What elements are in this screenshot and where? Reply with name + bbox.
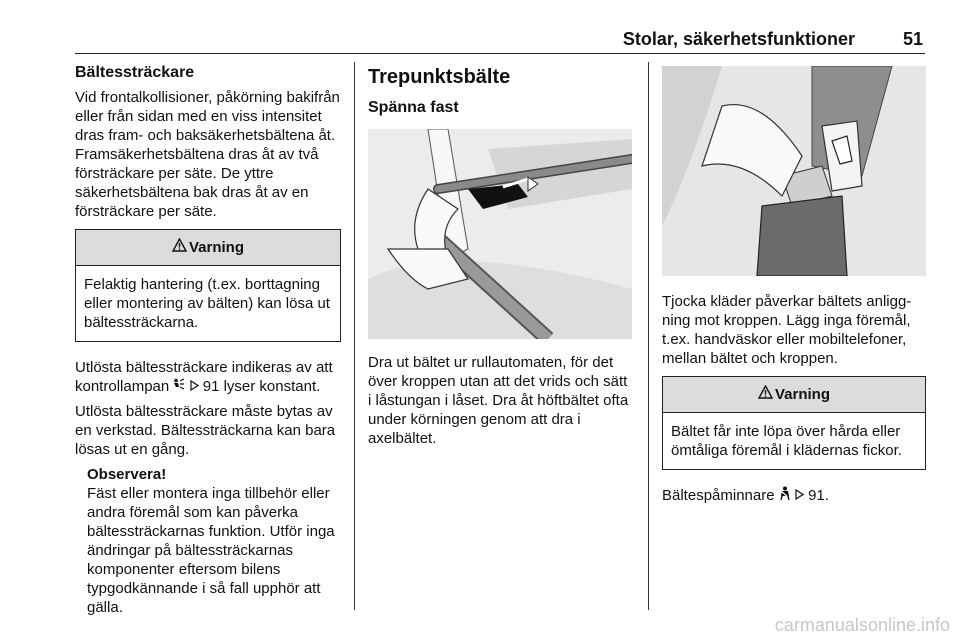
warning-triangle-icon <box>758 377 773 413</box>
column-pretensioners <box>75 64 341 617</box>
fasten-instructions: Dra ut bältet ur rullautomaten, för det över kroppen utan att det vrids och sätt i låstungan i låset. Dra åt höftbältet ofta under körningen genom att dra i axelbältet. <box>368 354 629 447</box>
warning-label: Varning <box>774 386 830 403</box>
indicator-paragraph <box>75 358 341 396</box>
seatbelt-pretensioner-lamp-icon <box>173 377 185 396</box>
page-reference: 91 <box>202 378 220 395</box>
warning-triangle-icon <box>172 230 187 266</box>
page-number: 51 <box>902 29 923 49</box>
note-text: Fäst eller montera inga tillbehör eller andra föremål som kan påverka bältessträckarnas funktion. Utför inga ändringar på bältessträckarnas komponenter eftersom bilens typgodkännande i så fall upphör att gälla. <box>87 485 335 616</box>
indicator-text-end: lyser konstant. <box>223 378 321 395</box>
warning-label: Varning <box>188 239 244 256</box>
warning-text: Felaktig hantering (t.ex. borttagning eller montering av bälten) kan lösa ut bältessträckarna. <box>84 276 330 331</box>
column-three-point-belt <box>368 64 634 454</box>
indicator-text: Utlösta bältessträckare indikeras av att kontrollampan <box>75 359 333 395</box>
seatbelt-reminder-icon <box>779 486 791 505</box>
column-divider-1 <box>354 62 355 610</box>
page-reference-arrow-icon <box>795 486 804 505</box>
header-rule <box>75 53 925 54</box>
clothing-paragraph: Tjocka kläder påverkar bältets anliggning mot kroppen. Lägg inga föremål, t.ex. handväskor eller mobiltelefoner, mellan bältet och kroppen. <box>662 293 912 367</box>
warning-box-belt <box>662 376 926 470</box>
warning-text: Bältet får inte löpa över hårda eller ömtåliga föremål i klädernas fickor. <box>671 423 902 459</box>
note-title: Observera! <box>87 466 167 483</box>
page-title: Stolar, säkerhetsfunktioner <box>622 29 855 49</box>
section-heading-pretensioners: Bältessträckare <box>75 64 195 81</box>
illustration-fastening-belt <box>368 129 632 339</box>
column-divider-2 <box>648 62 649 610</box>
replacement-paragraph: Utlösta bältessträckare måste bytas av en verkstad. Bältessträckarna kan bara lösas ut en gång. <box>75 403 336 458</box>
note-block <box>87 465 341 617</box>
page-reference-arrow-icon <box>190 377 199 396</box>
section-heading-three-point-belt: Trepunktsbälte <box>368 66 511 88</box>
warning-box-pretensioners <box>75 229 341 342</box>
column-belt-notes <box>662 64 926 511</box>
subheading-fasten: Spänna fast <box>368 99 459 116</box>
page-reference: 91. <box>808 487 829 504</box>
illustration-belt-buckle <box>662 66 926 276</box>
warning-header <box>663 377 925 413</box>
page-header <box>75 26 925 52</box>
warning-header <box>76 230 340 266</box>
belt-reminder-paragraph <box>662 486 926 505</box>
watermark: carmanualsonline.info <box>774 615 950 635</box>
belt-reminder-text: Bältespåminnare <box>662 487 775 504</box>
pretensioners-paragraph: Vid frontalkollisioner, påkörning bakifrån eller från sidan med en viss intensitet dras fram- och baksäkerhetsbältena åt. Framsäkerhetsbältena dras åt av två försträckare per säte. De yttre säkerhetsbältena bak dras åt av en försträckare per säte. <box>75 89 340 220</box>
